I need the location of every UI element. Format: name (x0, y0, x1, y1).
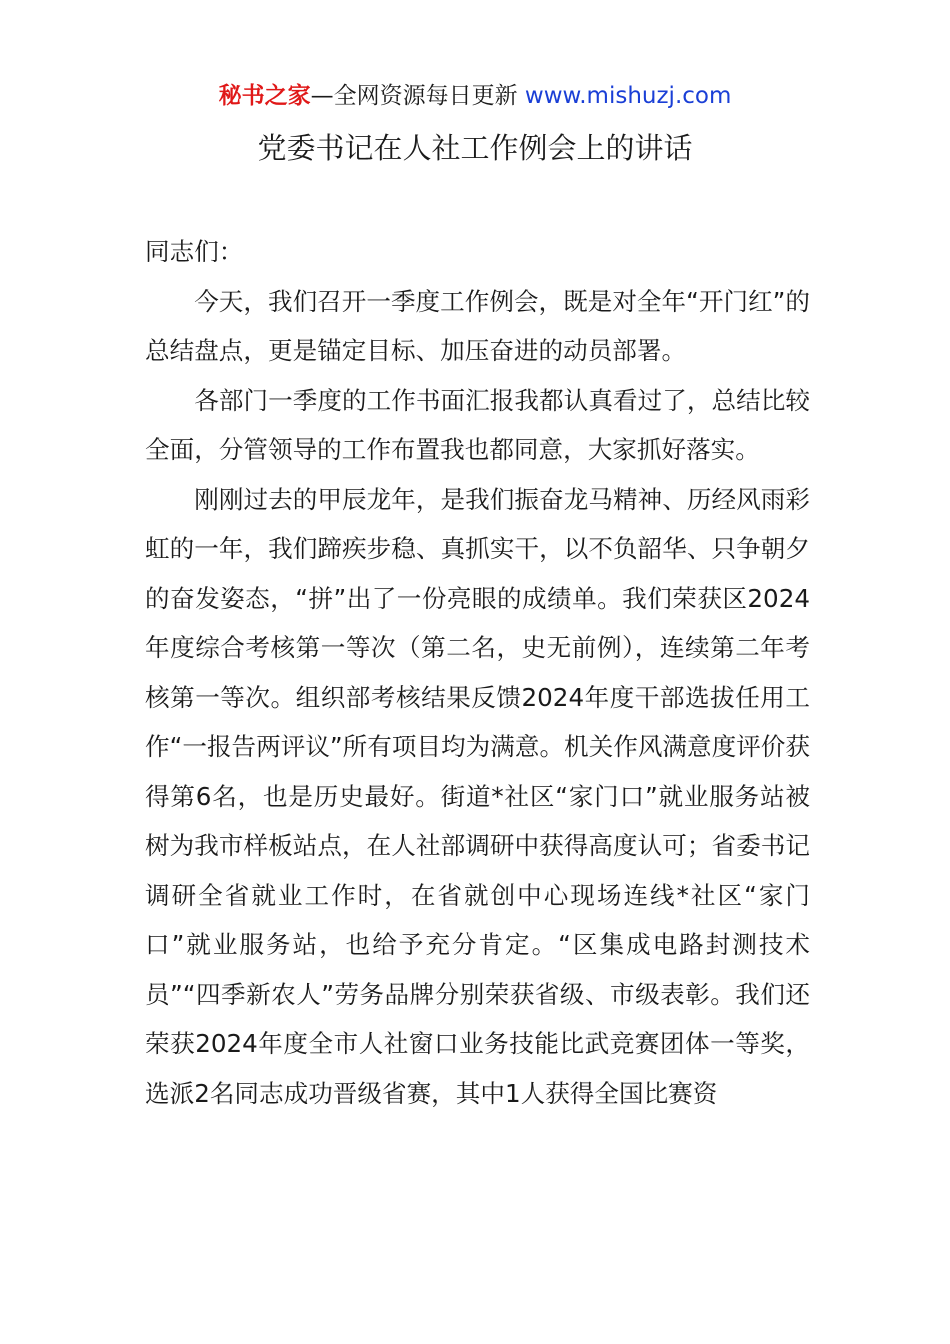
salutation: 同志们： (145, 237, 244, 266)
site-brand: 秘书之家 (218, 83, 311, 109)
paragraph: 今天，我们召开一季度工作例会，既是对全年“开门红”的总结盘点，更是锚定目标、加压奋进的动员部署。 (145, 286, 810, 365)
site-tagline: —全网资源每日更新 (310, 83, 525, 109)
site-header (0, 80, 950, 112)
document-body (145, 227, 810, 1118)
paragraph: 各部门一季度的工作书面汇报我都认真看过了，总结比较全面，分管领导的工作布置我也都同意，大家抓好落实。 (145, 385, 810, 464)
paragraph: 刚刚过去的甲辰龙年，是我们振奋龙马精神、历经风雨彩虹的一年，我们蹄疾步稳、真抓实干，以不负韶华、只争朝夕的奋发姿态，“拼”出了一份亮眼的成绩单。我们荣获区2024年度综合考核第一等次（第二名，史无前例），连续第二年考核第一等次。组织部考核结果反馈2024年度干部选拔任用工作“一报告两评议”所有项目均为满意。机关作风满意度评价获得第6名，也是历史最好。街道*社区“家门口”就业服务站被树为我市样板站点，在人社部调研中获得高度认可；省委书记调研全省就业工作时，在省就创中心现场连线*社区“家门口”就业服务站，也给予充分肯定。“区集成电路封测技术员”“四季新农人”劳务品牌分别荣获省级、市级表彰。我们还荣获2024年度全市人社窗口业务技能比武竞赛团体一等奖，选派2名同志成功晋级省赛，其中1人获得全国比赛资 (145, 484, 810, 1108)
document-title: 党委书记在人社工作例会上的讲话 (257, 131, 693, 165)
site-url[interactable]: www.mishuzj.com (524, 83, 732, 109)
